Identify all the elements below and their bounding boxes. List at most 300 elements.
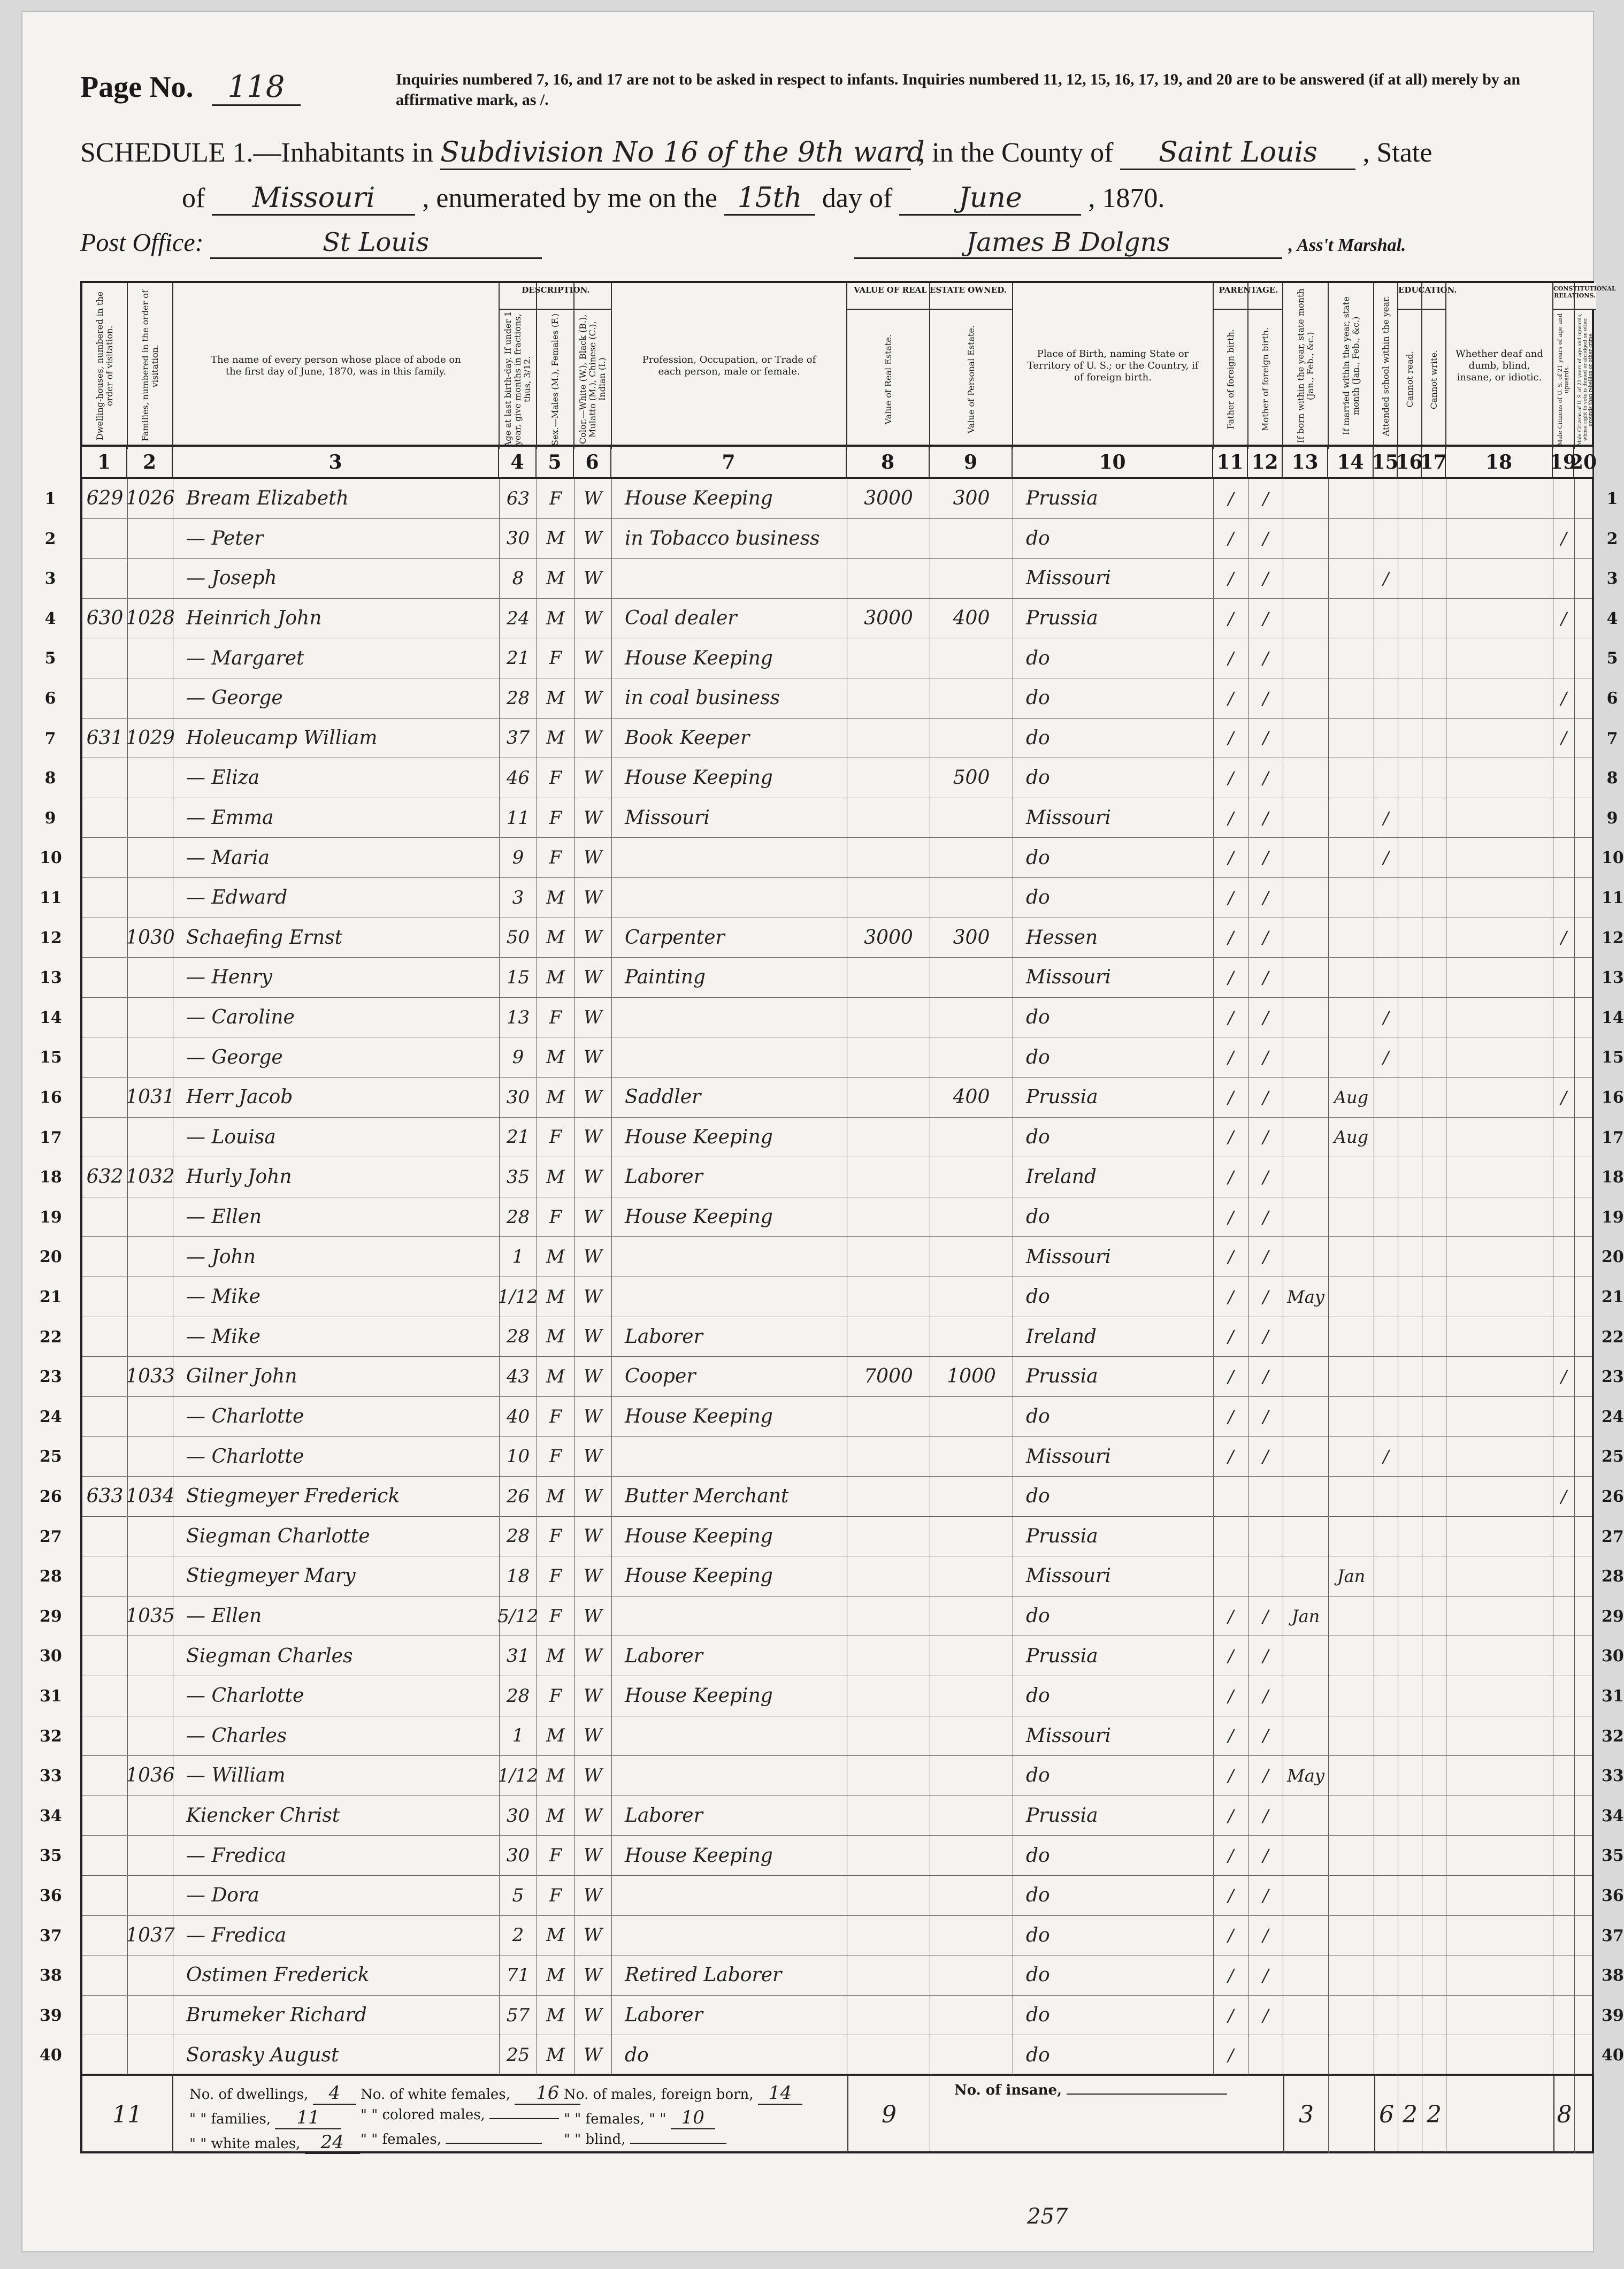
cell-sex: M bbox=[537, 1237, 574, 1277]
cell-occupation bbox=[612, 1437, 847, 1476]
cell-citizen bbox=[1553, 1876, 1575, 1915]
cell-age: 18 bbox=[500, 1556, 537, 1596]
cell-mother-foreign: / bbox=[1248, 1357, 1283, 1396]
cell-cannot-write bbox=[1422, 1317, 1446, 1357]
cell-color: W bbox=[574, 958, 612, 997]
line-number: 30 bbox=[1602, 1647, 1624, 1666]
cell-age: 63 bbox=[500, 479, 537, 518]
cell-birthplace: do bbox=[1013, 838, 1214, 877]
table-row bbox=[40, 1317, 1624, 1357]
cell-disability bbox=[1446, 1437, 1553, 1476]
cell-age: 8 bbox=[500, 559, 537, 598]
cell-school bbox=[1374, 1955, 1398, 1995]
table-row bbox=[40, 838, 1624, 878]
cell-family bbox=[128, 1237, 173, 1277]
table-row bbox=[40, 1237, 1624, 1277]
cell-father-foreign: / bbox=[1214, 1237, 1248, 1277]
cell-mother-foreign: / bbox=[1248, 1836, 1283, 1875]
col-11-header: Father of foreign birth. bbox=[1214, 283, 1248, 449]
line-number: 34 bbox=[1602, 1806, 1624, 1825]
cell-father-foreign: / bbox=[1214, 798, 1248, 838]
footer-col1-total: 11 bbox=[82, 2076, 173, 2153]
cell-citizen: / bbox=[1553, 599, 1575, 638]
cell-occupation bbox=[612, 1037, 847, 1077]
cell-occupation: House Keeping bbox=[612, 1676, 847, 1716]
column-numbers bbox=[80, 447, 1597, 479]
cell-school bbox=[1374, 1916, 1398, 1955]
table-row bbox=[44, 719, 1618, 759]
cell-dwelling: 633 bbox=[82, 1477, 128, 1516]
cell-real-estate bbox=[847, 1397, 930, 1437]
cell-citizen bbox=[1553, 1197, 1575, 1237]
table-row bbox=[40, 878, 1624, 918]
cell-born-month bbox=[1283, 1676, 1329, 1716]
cell-married-month bbox=[1329, 1636, 1374, 1676]
cell-dwelling bbox=[82, 1556, 128, 1596]
cell-vote-denied bbox=[1575, 1756, 1594, 1796]
cell-age: 30 bbox=[500, 1078, 537, 1117]
cell-occupation: Carpenter bbox=[612, 918, 847, 958]
cell-school bbox=[1374, 918, 1398, 958]
table-row bbox=[40, 1397, 1624, 1437]
cell-age: 26 bbox=[500, 1477, 537, 1516]
cell-family bbox=[128, 1636, 173, 1676]
cell-father-foreign: / bbox=[1214, 1157, 1248, 1197]
cell-color: W bbox=[574, 758, 612, 798]
table-body bbox=[40, 479, 1624, 2076]
cell-age: 2 bbox=[500, 1916, 537, 1955]
cell-family: 1031 bbox=[128, 1078, 173, 1117]
line-number: 38 bbox=[1602, 1966, 1624, 1985]
cell-family: 1034 bbox=[128, 1477, 173, 1516]
cell-mother-foreign: / bbox=[1248, 1157, 1283, 1197]
cell-sex: M bbox=[537, 1716, 574, 1756]
cell-age: 57 bbox=[500, 1996, 537, 2035]
cell-mother-foreign: / bbox=[1248, 878, 1283, 918]
cell-color: W bbox=[574, 1876, 612, 1915]
cell-father-foreign: / bbox=[1214, 519, 1248, 559]
cell-family bbox=[128, 1517, 173, 1556]
cell-school bbox=[1374, 599, 1398, 638]
cell-name: Sorasky August bbox=[173, 2035, 500, 2075]
cell-age: 21 bbox=[500, 1118, 537, 1157]
col-4-header: Age at last birth-day. If under 1 year, give months in fractions, thus, 3/12. bbox=[500, 283, 537, 449]
cell-married-month bbox=[1329, 838, 1374, 877]
cell-color: W bbox=[574, 1556, 612, 1596]
cell-cannot-read bbox=[1398, 1197, 1422, 1237]
cell-personal-estate bbox=[930, 1836, 1013, 1875]
cell-vote-denied bbox=[1575, 1916, 1594, 1955]
col-20-header: Male Citizens of U. S. of 21 years of age and upwards, whose right to vote is denied or abridged on other grounds than rebellion or other crime. bbox=[1577, 313, 1594, 446]
cell-personal-estate bbox=[930, 1277, 1013, 1317]
cell-age: 3 bbox=[500, 878, 537, 918]
cell-school bbox=[1374, 479, 1398, 518]
cell-married-month bbox=[1329, 1277, 1374, 1317]
cell-cannot-read bbox=[1398, 2035, 1422, 2075]
cell-personal-estate bbox=[930, 1676, 1013, 1716]
cell-age: 24 bbox=[500, 599, 537, 638]
cell-disability bbox=[1446, 958, 1553, 997]
cell-citizen bbox=[1553, 878, 1575, 918]
cell-name: Kiencker Christ bbox=[173, 1796, 500, 1836]
marshal-label: , Ass't Marshal. bbox=[1288, 235, 1406, 255]
cell-mother-foreign: / bbox=[1248, 638, 1283, 678]
line-number: 40 bbox=[40, 2046, 62, 2065]
cell-vote-denied bbox=[1575, 1237, 1594, 1277]
cell-disability bbox=[1446, 1916, 1553, 1955]
cell-personal-estate bbox=[930, 998, 1013, 1037]
cell-born-month bbox=[1283, 878, 1329, 918]
cell-sex: M bbox=[537, 1157, 574, 1197]
cell-mother-foreign: / bbox=[1248, 719, 1283, 758]
cell-mother-foreign: / bbox=[1248, 1756, 1283, 1796]
cell-cannot-write bbox=[1422, 559, 1446, 598]
cell-real-estate bbox=[847, 519, 930, 559]
cell-personal-estate: 300 bbox=[930, 918, 1013, 958]
cell-married-month bbox=[1329, 1437, 1374, 1476]
cell-born-month bbox=[1283, 1716, 1329, 1756]
table-row bbox=[40, 958, 1624, 998]
cell-real-estate bbox=[847, 958, 930, 997]
cell-father-foreign: / bbox=[1214, 599, 1248, 638]
cell-personal-estate: 500 bbox=[930, 758, 1013, 798]
cell-dwelling bbox=[82, 878, 128, 918]
cell-cannot-write bbox=[1422, 1477, 1446, 1516]
cell-sex: F bbox=[537, 998, 574, 1037]
cell-sex: F bbox=[537, 1676, 574, 1716]
line-number: 32 bbox=[1602, 1726, 1624, 1746]
cell-disability bbox=[1446, 1796, 1553, 1836]
cell-mother-foreign: / bbox=[1248, 1118, 1283, 1157]
cell-citizen bbox=[1553, 1916, 1575, 1955]
cell-birthplace: do bbox=[1013, 519, 1214, 559]
footer-dwellings: No. of dwellings, 4 bbox=[189, 2082, 356, 2104]
cell-sex: M bbox=[537, 519, 574, 559]
table-row bbox=[40, 1996, 1624, 2036]
cell-disability bbox=[1446, 1955, 1553, 1995]
cell-citizen bbox=[1553, 559, 1575, 598]
cell-occupation: Missouri bbox=[612, 798, 847, 838]
cell-mother-foreign: / bbox=[1248, 1916, 1283, 1955]
census-sheet bbox=[21, 11, 1624, 2252]
cell-birthplace: do bbox=[1013, 758, 1214, 798]
table-row bbox=[44, 519, 1618, 559]
cell-color: W bbox=[574, 1237, 612, 1277]
cell-vote-denied bbox=[1575, 1118, 1594, 1157]
table-row bbox=[40, 1916, 1624, 1956]
cell-dwelling bbox=[82, 958, 128, 997]
col-1-header: Dwelling-houses, numbered in the order of visitation. bbox=[82, 283, 128, 449]
cell-age: 9 bbox=[500, 1037, 537, 1077]
cell-personal-estate bbox=[930, 878, 1013, 918]
cell-personal-estate bbox=[930, 2035, 1013, 2075]
inquiry-note: Inquiries numbered 7, 16, and 17 are not to be asked in respect to infants. Inquiries numbered 11, 12, 15, 16, 17, 19, and 20 are to be answered (if at all) merely by an affirmative mark, as /. bbox=[396, 71, 1521, 109]
cell-cannot-read bbox=[1398, 1716, 1422, 1756]
cell-disability bbox=[1446, 599, 1553, 638]
cell-school bbox=[1374, 1556, 1398, 1596]
cell-sex: F bbox=[537, 1556, 574, 1596]
table-row bbox=[44, 638, 1618, 678]
cell-sex: M bbox=[537, 1078, 574, 1117]
cell-birthplace: do bbox=[1013, 1397, 1214, 1437]
cell-name: — Caroline bbox=[173, 998, 500, 1037]
cell-school bbox=[1374, 1596, 1398, 1636]
cell-family: 1026 bbox=[128, 479, 173, 518]
cell-cannot-write bbox=[1422, 918, 1446, 958]
cell-cannot-read bbox=[1398, 878, 1422, 918]
cell-occupation: Laborer bbox=[612, 1796, 847, 1836]
cell-school bbox=[1374, 1756, 1398, 1796]
cell-dwelling bbox=[82, 678, 128, 718]
cell-color: W bbox=[574, 1636, 612, 1676]
page-number: 118 bbox=[212, 70, 301, 106]
cell-birthplace: Missouri bbox=[1013, 559, 1214, 598]
cell-occupation bbox=[612, 998, 847, 1037]
cell-school bbox=[1374, 638, 1398, 678]
cell-vote-denied bbox=[1575, 638, 1594, 678]
parentage-group: PARENTAGE. bbox=[1214, 283, 1283, 310]
cell-cannot-write bbox=[1422, 1836, 1446, 1875]
cell-father-foreign: / bbox=[1214, 1836, 1248, 1875]
cell-born-month bbox=[1283, 1078, 1329, 1117]
cell-father-foreign: / bbox=[1214, 719, 1248, 758]
cell-real-estate bbox=[847, 1996, 930, 2035]
cell-age: 25 bbox=[500, 2035, 537, 2075]
cell-family: 1029 bbox=[128, 719, 173, 758]
cell-dwelling bbox=[82, 1078, 128, 1117]
cell-father-foreign bbox=[1214, 1517, 1248, 1556]
cell-dwelling bbox=[82, 1118, 128, 1157]
col-14-header: If married within the year, state month (Jan., Feb., &c.) bbox=[1329, 283, 1374, 449]
cell-born-month bbox=[1283, 1996, 1329, 2035]
cell-disability bbox=[1446, 1118, 1553, 1157]
cell-father-foreign: / bbox=[1214, 1197, 1248, 1237]
cell-citizen: / bbox=[1553, 918, 1575, 958]
cell-disability bbox=[1446, 1836, 1553, 1875]
cell-citizen bbox=[1553, 638, 1575, 678]
cell-cannot-write bbox=[1422, 1756, 1446, 1796]
cell-father-foreign: / bbox=[1214, 918, 1248, 958]
cell-school bbox=[1374, 1078, 1398, 1117]
cell-name: — Louisa bbox=[173, 1118, 500, 1157]
cell-school bbox=[1374, 1277, 1398, 1317]
cell-name: — Charlotte bbox=[173, 1676, 500, 1716]
cell-age: 31 bbox=[500, 1636, 537, 1676]
cell-personal-estate: 300 bbox=[930, 479, 1013, 518]
cell-occupation: House Keeping bbox=[612, 1836, 847, 1875]
cell-birthplace: Missouri bbox=[1013, 798, 1214, 838]
cell-disability bbox=[1446, 878, 1553, 918]
cell-citizen: / bbox=[1553, 678, 1575, 718]
line-number: 6 bbox=[44, 689, 56, 708]
cell-disability bbox=[1446, 1756, 1553, 1796]
cell-personal-estate bbox=[930, 1477, 1013, 1516]
constitutional-group: CONSTITUTIONAL RELATIONS. bbox=[1553, 283, 1596, 310]
cell-real-estate: 3000 bbox=[847, 599, 930, 638]
cell-dwelling bbox=[82, 758, 128, 798]
table-footer bbox=[80, 2076, 1594, 2153]
cell-color: W bbox=[574, 1796, 612, 1836]
cell-family bbox=[128, 519, 173, 559]
cell-citizen bbox=[1553, 1277, 1575, 1317]
cell-color: W bbox=[574, 998, 612, 1037]
cell-personal-estate bbox=[930, 1437, 1013, 1476]
cell-dwelling bbox=[82, 559, 128, 598]
cell-vote-denied bbox=[1575, 519, 1594, 559]
cell-birthplace: do bbox=[1013, 1596, 1214, 1636]
col-9-header: Value of Personal Estate. bbox=[930, 283, 1013, 449]
col-3-header: The name of every person whose place of abode on the first day of June, 1870, was in this family. bbox=[173, 283, 500, 449]
cell-dwelling bbox=[82, 1317, 128, 1357]
cell-occupation: Laborer bbox=[612, 1996, 847, 2035]
cell-dwelling bbox=[82, 1636, 128, 1676]
cell-dwelling: 632 bbox=[82, 1157, 128, 1197]
cell-age: 1/12 bbox=[500, 1277, 537, 1317]
table-row bbox=[40, 1556, 1624, 1596]
cell-occupation bbox=[612, 1716, 847, 1756]
line-number: 9 bbox=[1606, 808, 1618, 828]
cell-occupation: House Keeping bbox=[612, 1556, 847, 1596]
cell-cannot-write bbox=[1422, 1437, 1446, 1476]
cell-married-month bbox=[1329, 1397, 1374, 1437]
cell-color: W bbox=[574, 1955, 612, 1995]
cell-born-month bbox=[1283, 2035, 1329, 2075]
cell-sex: M bbox=[537, 1357, 574, 1396]
cell-married-month bbox=[1329, 1676, 1374, 1716]
cell-dwelling bbox=[82, 1037, 128, 1077]
cell-disability bbox=[1446, 1996, 1553, 2035]
line-number: 3 bbox=[44, 569, 56, 589]
cell-color: W bbox=[574, 479, 612, 518]
cell-sex: M bbox=[537, 1636, 574, 1676]
cell-name: — Dora bbox=[173, 1876, 500, 1915]
cell-born-month bbox=[1283, 918, 1329, 958]
cell-disability bbox=[1446, 479, 1553, 518]
line-number: 13 bbox=[1602, 968, 1624, 988]
cell-age: 28 bbox=[500, 1197, 537, 1237]
cell-disability bbox=[1446, 918, 1553, 958]
cell-born-month bbox=[1283, 1237, 1329, 1277]
cell-cannot-write bbox=[1422, 1197, 1446, 1237]
cell-color: W bbox=[574, 678, 612, 718]
cell-sex: F bbox=[537, 798, 574, 838]
cell-vote-denied bbox=[1575, 918, 1594, 958]
line-number: 25 bbox=[1602, 1447, 1624, 1466]
line-number: 40 bbox=[1602, 2046, 1624, 2065]
cell-father-foreign: / bbox=[1214, 1996, 1248, 2035]
cell-real-estate bbox=[847, 1437, 930, 1476]
cell-sex: M bbox=[537, 1996, 574, 2035]
cell-personal-estate bbox=[930, 958, 1013, 997]
cell-mother-foreign: / bbox=[1248, 519, 1283, 559]
cell-cannot-read bbox=[1398, 719, 1422, 758]
line-number: 19 bbox=[40, 1208, 62, 1227]
cell-citizen bbox=[1553, 1676, 1575, 1716]
cell-born-month bbox=[1283, 479, 1329, 518]
cell-name: — Ellen bbox=[173, 1596, 500, 1636]
cell-citizen bbox=[1553, 1955, 1575, 1995]
table-row bbox=[40, 1716, 1624, 1756]
cell-real-estate bbox=[847, 998, 930, 1037]
cell-married-month bbox=[1329, 1317, 1374, 1357]
cell-sex: M bbox=[537, 918, 574, 958]
cell-age: 1/12 bbox=[500, 1756, 537, 1796]
cell-birthplace: do bbox=[1013, 638, 1214, 678]
cell-mother-foreign: / bbox=[1248, 1437, 1283, 1476]
cell-citizen bbox=[1553, 1796, 1575, 1836]
line-number: 5 bbox=[44, 649, 56, 668]
cell-cannot-read bbox=[1398, 1477, 1422, 1516]
cell-personal-estate bbox=[930, 1796, 1013, 1836]
cell-disability bbox=[1446, 1277, 1553, 1317]
cell-family bbox=[128, 1836, 173, 1875]
cell-school bbox=[1374, 1796, 1398, 1836]
table-row bbox=[40, 1876, 1624, 1916]
cell-real-estate bbox=[847, 1477, 930, 1516]
cell-dwelling bbox=[82, 1676, 128, 1716]
cell-family bbox=[128, 1676, 173, 1716]
cell-vote-denied bbox=[1575, 1397, 1594, 1437]
cell-birthplace: Missouri bbox=[1013, 1437, 1214, 1476]
line-number: 17 bbox=[1602, 1128, 1624, 1147]
table-row bbox=[40, 1517, 1624, 1557]
cell-citizen: / bbox=[1553, 719, 1575, 758]
cell-father-foreign: / bbox=[1214, 559, 1248, 598]
cell-disability bbox=[1446, 1676, 1553, 1716]
cell-cannot-read bbox=[1398, 1078, 1422, 1117]
line-number: 31 bbox=[40, 1687, 62, 1706]
cell-family bbox=[128, 1197, 173, 1237]
schedule-line bbox=[80, 136, 1432, 170]
cell-married-month bbox=[1329, 1716, 1374, 1756]
line-number: 35 bbox=[1602, 1846, 1624, 1866]
cell-vote-denied bbox=[1575, 798, 1594, 838]
cell-occupation: Coal dealer bbox=[612, 599, 847, 638]
column-number-3: 3 bbox=[173, 447, 499, 477]
cell-occupation: Butter Merchant bbox=[612, 1477, 847, 1516]
cell-personal-estate bbox=[930, 1916, 1013, 1955]
line-number: 21 bbox=[40, 1288, 62, 1307]
cell-age: 30 bbox=[500, 1836, 537, 1875]
cell-real-estate bbox=[847, 878, 930, 918]
cell-married-month: Jan bbox=[1329, 1556, 1374, 1596]
line-number: 11 bbox=[1602, 889, 1624, 907]
cell-name: — Margaret bbox=[173, 638, 500, 678]
cell-dwelling bbox=[82, 1596, 128, 1636]
cell-school bbox=[1374, 1836, 1398, 1875]
cell-born-month bbox=[1283, 1437, 1329, 1476]
cell-real-estate bbox=[847, 838, 930, 877]
cell-dwelling bbox=[82, 1955, 128, 1995]
cell-born-month bbox=[1283, 599, 1329, 638]
cell-mother-foreign: / bbox=[1248, 1596, 1283, 1636]
cell-married-month bbox=[1329, 1756, 1374, 1796]
footer-col16-total: 2 bbox=[1398, 2076, 1422, 2153]
cell-vote-denied bbox=[1575, 1078, 1594, 1117]
cell-color: W bbox=[574, 1517, 612, 1556]
line-number: 18 bbox=[40, 1168, 62, 1187]
schedule-label: SCHEDULE 1.—Inhabitants in bbox=[80, 137, 434, 168]
cell-mother-foreign: / bbox=[1248, 678, 1283, 718]
col-10-header: Place of Birth, naming State or Territory of U. S.; or the Country, if of foreign birth. bbox=[1013, 283, 1214, 449]
cell-father-foreign: / bbox=[1214, 758, 1248, 798]
cell-cannot-read bbox=[1398, 1357, 1422, 1396]
cell-born-month bbox=[1283, 1955, 1329, 1995]
cell-born-month bbox=[1283, 1157, 1329, 1197]
line-number: 7 bbox=[44, 729, 56, 748]
census-table bbox=[40, 281, 1624, 2153]
cell-vote-denied bbox=[1575, 958, 1594, 997]
